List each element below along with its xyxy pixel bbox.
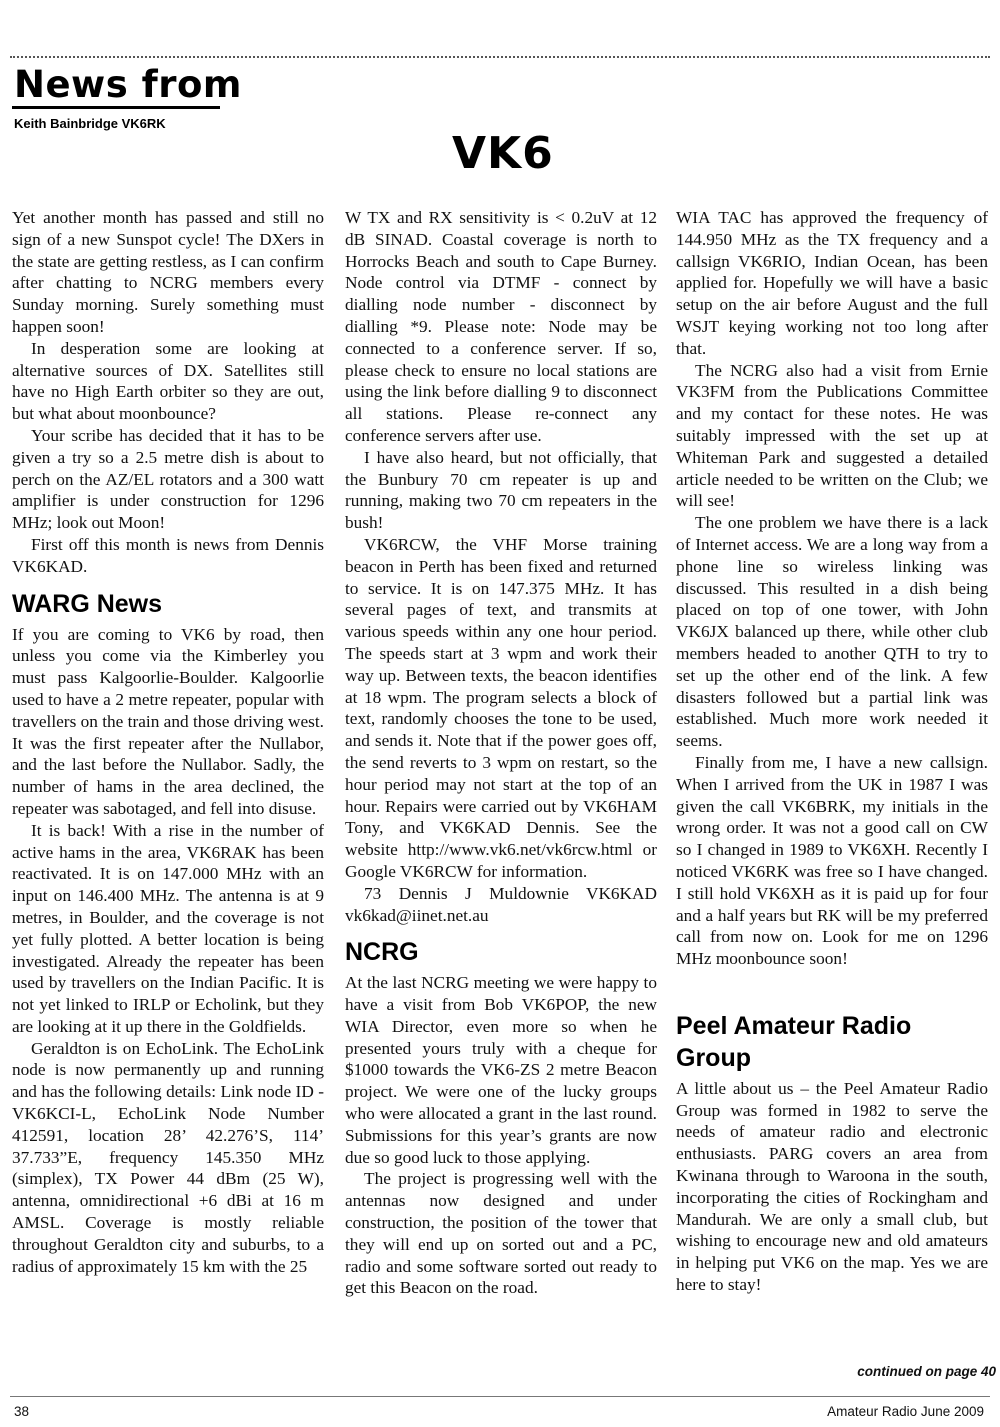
- section-heading-warg: WARG News: [12, 589, 163, 618]
- paragraph: Finally from me, I have a new callsign. When I arrived from the UK in 1987 I was given the call VK6BRK, my initials in the wrong order. It was not a good call on CW so I changed in 1989 to VK6XH. Recently I noticed VK6RK was free so I have changed. I still hold VK6XH as it is paid up for four and a half years but RK will be my preferred call from now on. Look for me on 1296 MHz moonbounce soon!: [676, 752, 988, 969]
- paragraph: In desperation some are looking at alternative sources of DX. Satellites still have no High Earth orbiter so they are out, but what about moonbounce?: [12, 338, 324, 424]
- article-column-2: [345, 207, 657, 1299]
- section-heading-peel: Peel Amateur Radio Group: [676, 1011, 912, 1072]
- paragraph: Your scribe has decided that it has to be given a try so a 2.5 metre dish is about to perch on the AZ/EL rotators and a 300 watt amplifier is under construction for 1296 MHz; look out Moon!: [12, 425, 324, 533]
- article-column-3: [676, 207, 988, 1296]
- publication-info: Amateur Radio June 2009: [827, 1404, 984, 1419]
- paragraph: I have also heard, but not officially, that the Bunbury 70 cm repeater is up and running, making two 70 cm repeaters in the bush!: [345, 447, 657, 533]
- paragraph: First off this month is news from Dennis VK6KAD.: [12, 534, 324, 576]
- paragraph: Yet another month has passed and still no sign of a new Sunspot cycle! The DXers in the state are getting restless, as I can confirm after chatting to NCRG members every Sunday morning. Surely something must happen soon!: [12, 208, 324, 336]
- paragraph: A little about us – the Peel Amateur Radio Group was formed in 1982 to serve the needs of amateur radio and electronic enthusiasts. PARG covers an area from Kwinana through to Waroona in the south, incorporating the cities of Rockingham and Mandurah. We are only a small club, but wishing to encourage new and old amateurs in helping put VK6 on the map. Yes we are here to stay!: [676, 1078, 988, 1295]
- top-divider: [10, 56, 990, 58]
- paragraph: 73 Dennis J Muldownie VK6KAD vk6kad@iinet.net.au: [345, 883, 657, 925]
- page-number: 38: [14, 1404, 30, 1419]
- paragraph: The project is progressing well with the antennas now designed and under construction, the position of the tower that they will end up on sorted out and a PC, radio and some software sorted out ready to get this Beacon on the road.: [345, 1169, 657, 1298]
- article-column-1: [12, 207, 324, 1277]
- paragraph: At the last NCRG meeting we were happy to have a visit from Bob VK6POP, the new WIA Director, even more so when he presented yours truly with a cheque for $1000 towards the VK6-ZS 2 metre Beacon project. We were one of the lucky groups who were allocated a grant in the last round. Submissions for this year’s grants are now due so good luck to those applying.: [345, 973, 657, 1167]
- paragraph: If you are coming to VK6 by road, then unless you come via the Kimberley you must pass Kalgoorlie-Boulder. Kalgoorlie used to have a 2 metre repeater, popular with travellers on the train and those driving west. It was the first repeater after the Nullabor, and the last before the Nullabor. Sadly, the number of hams in the area declined, the repeater was sabotaged, and fell into disuse.: [12, 624, 324, 818]
- paragraph: Geraldton is on EchoLink. The EchoLink node is now permanently up and running and has the following details: Link node ID - VK6KCI-L, EchoLink Node Number 412591, location 28’ 42.276’S, 114’ 37.733”E, frequency 145.350 MHz (simplex), TX Power 44 dBm (25 W), antenna, omnidirectional +6 dBi at 16 m AMSL. Coverage is mostly reliable throughout Geraldton city and suburbs, to a radius of approximately 15 km with the 25: [12, 1038, 324, 1276]
- footer-divider: [10, 1396, 990, 1397]
- paragraph: WIA TAC has approved the frequency of 144.950 MHz as the TX frequency and a callsign VK6RIO, Indian Ocean, has been applied for. Hopefully we will have a basic setup on the air before August and the full WSJT keying working not too long after that.: [676, 208, 988, 358]
- headline-underline: [12, 106, 220, 109]
- region-title: VK6: [452, 128, 554, 179]
- continued-note: continued on page 40: [857, 1364, 996, 1379]
- headline: News from: [14, 63, 242, 106]
- paragraph: VK6RCW, the VHF Morse training beacon in Perth has been fixed and returned to service. It is on 147.375 MHz. It has several pages of text, and transmits at various speeds within any one hour period. The speeds start at 3 wpm and work their way up. Between texts, the beacon identifies at 18 wpm. The program selects a block of text, randomly chooses the tone to be used, and sends it. Note that if the power goes off, the send reverts to 3 wpm on restart, so the hour period may not start at the top of an hour. Repairs were carried out by VK6HAM Tony, and VK6KAD Dennis. See the website http://www.vk6.net/vk6rcw.html or Google VK6RCW for information.: [345, 534, 657, 881]
- paragraph: It is back! With a rise in the number of active hams in the area, VK6RAK has been reactivated. It is on 147.000 MHz with an input on 146.400 MHz. The antenna is at 9 metres, in Boulder, and the coverage is not yet fully plotted. A better location is being investigated. Already the repeater has been used by travellers on the Indian Pacific. It is not yet linked to IRLP or Echolink, but they are looking at it up there in the Goldfields.: [12, 820, 324, 1036]
- section-heading-ncrg: NCRG: [345, 938, 419, 967]
- paragraph: W TX and RX sensitivity is < 0.2uV at 12 dB SINAD. Coastal coverage is north to Horrocks Beach and south to Cape Burney. Node control via DTMF - connect by dialling node number - disconnect by dialling *9. Please note: Node may be connected to a conference server. If so, please check to ensure no local stations are using the link before dialling 9 to disconnect all stations. Please re-connect any conference servers after use.: [345, 208, 657, 445]
- paragraph: The NCRG also had a visit from Ernie VK3FM from the Publications Committee and my contact for these notes. He was suitably impressed with the set up at Whiteman Park and suggested a detailed article needed to be written on the Club; we will see!: [676, 360, 988, 511]
- byline: Keith Bainbridge VK6RK: [14, 116, 166, 131]
- paragraph: The one problem we have there is a lack of Internet access. We are a long way from a phone line so wireless linking was discussed. This resulted in a dish being placed on top of one tower, with John VK6JX balanced up there, while other club members headed to another QTH to try to set up the other end of the link. A few disasters followed but a partial link was established. Much more work needed it seems.: [676, 513, 988, 751]
